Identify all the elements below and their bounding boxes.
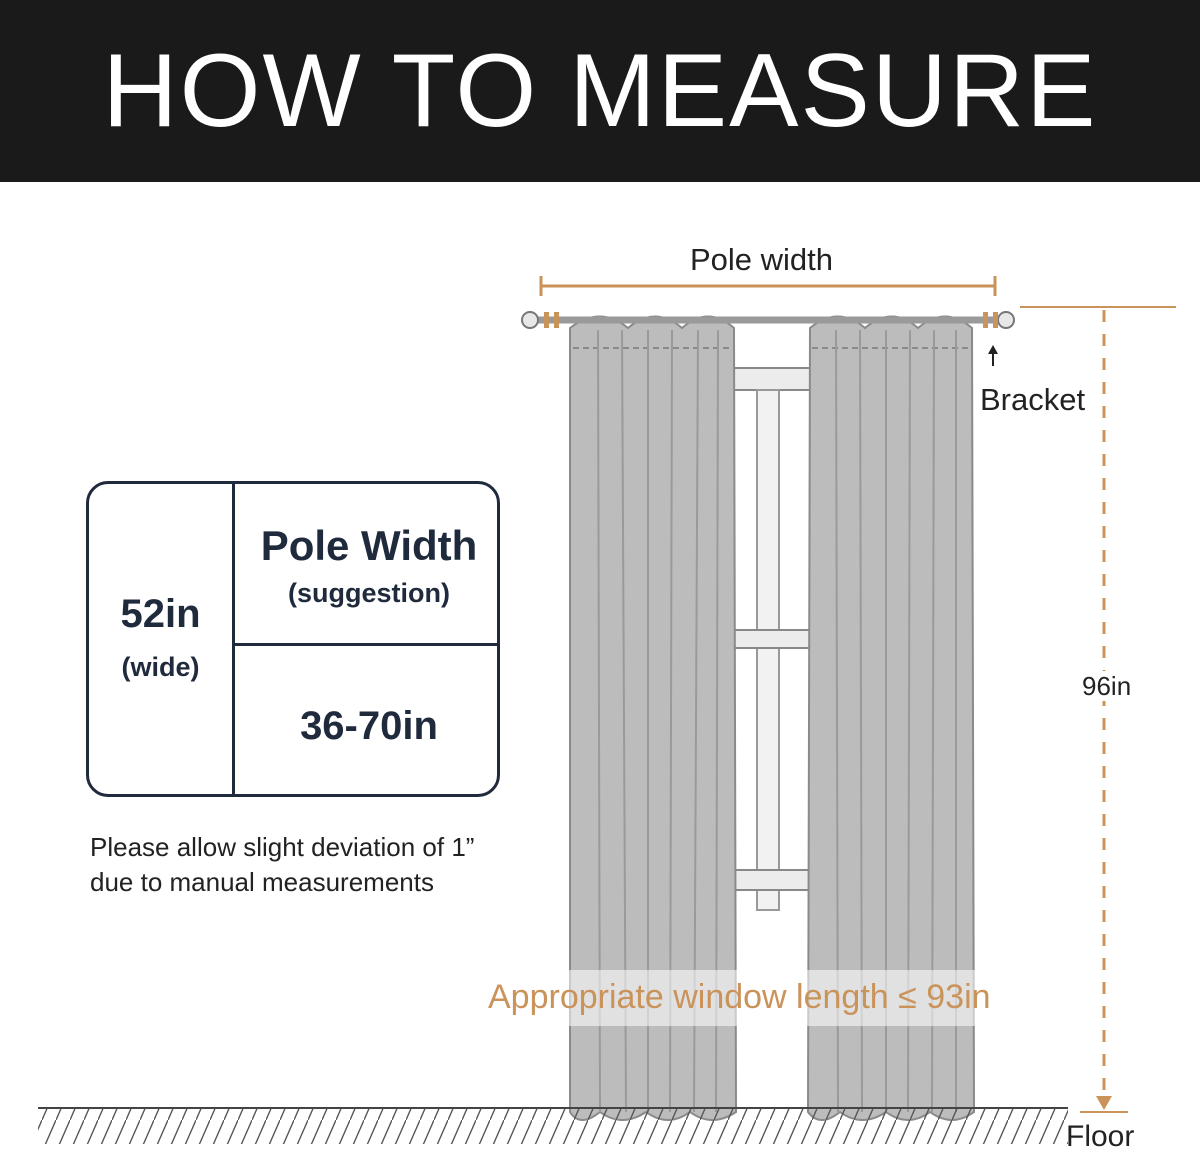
floor [38,1108,1068,1144]
deviation-note-line2: due to manual measurements [90,867,434,897]
bracket-label: Bracket [980,382,1086,417]
pole-width-header-note: (suggestion) [288,578,450,608]
pole-width-spec-table [86,481,500,797]
deviation-note-line1: Please allow slight deviation of 1” [90,832,475,862]
pole-width-range: 36-70in [300,704,438,748]
curtain-width-note: (wide) [121,652,200,682]
curtain-width-value: 52in [120,592,201,636]
height-measure-line [1020,307,1176,1112]
bracket-arrow [988,345,998,366]
table-horizontal-divider [232,643,500,646]
window-length-label: Appropriate window length ≤ 93in [488,978,991,1016]
page-title: HOW TO MEASURE [102,33,1098,149]
pole-width-label: Pole width [690,242,834,277]
height-label: 96in [1082,671,1132,701]
pole-width-measure-line [541,276,995,296]
pole-width-header: Pole Width [260,522,478,569]
window-frame [732,368,810,910]
floor-label: Floor [1066,1120,1135,1153]
